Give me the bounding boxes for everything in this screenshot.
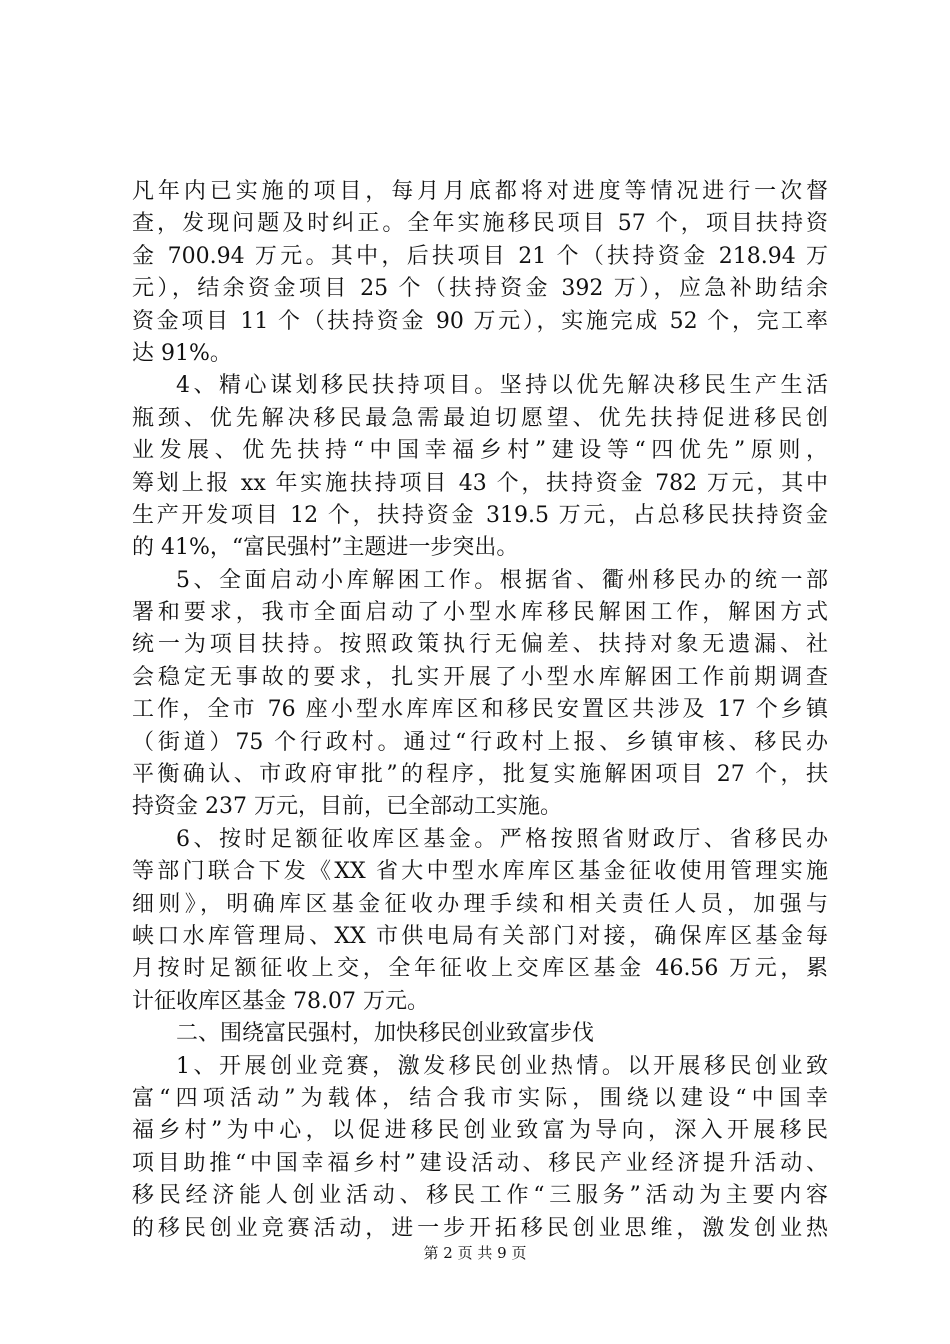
text-line: 元），结余资金项目 25 个（扶持资金 392 万），应急补助结余	[132, 276, 828, 302]
text-line: 瓶颈、优先解决移民最急需最迫切愿望、优先扶持促进移民创	[132, 405, 828, 431]
text-line: 工作，全市 76 座小型水库库区和移民安置区共涉及 17 个乡镇	[132, 697, 828, 723]
text-line: 资金项目 11 个（扶持资金 90 万元），实施完成 52 个，完工率	[132, 308, 828, 334]
text-line: 等部门联合下发《XX 省大中型水库库区基金征收使用管理实施	[132, 859, 828, 885]
paragraph-start-line: 5、全面启动小库解困工作。根据省、衢州移民办的统一部	[176, 567, 828, 593]
text-line: 统一为项目扶持。按照政策执行无偏差、扶持对象无遗漏、社	[132, 632, 828, 658]
text-line: 移民经济能人创业活动、移民工作“三服务”活动为主要内容	[132, 1183, 828, 1209]
text-line: 平衡确认、市政府审批”的程序，批复实施解困项目 27 个，扶	[132, 762, 828, 788]
text-line: 项目助推“中国幸福乡村”建设活动、移民产业经济提升活动、	[132, 1150, 828, 1176]
text-line: 生产开发项目 12 个，扶持资金 319.5 万元，占总移民扶持资金	[132, 502, 828, 528]
text-line: 的 41%，“富民强村”主题进一步突出。	[132, 535, 519, 561]
text-line: 计征收库区基金 78.07 万元。	[132, 988, 429, 1014]
text-line: 凡年内已实施的项目，每月月底都将对进度等情况进行一次督	[132, 179, 828, 204]
text-line: 署和要求，我市全面启动了小型水库移民解困工作，解困方式	[132, 600, 828, 626]
page-number-footer: 第 2 页 共 9 页	[423, 1244, 527, 1262]
text-line: 达 91%。	[132, 340, 232, 366]
section-heading: 二、围绕富民强村，加快移民创业致富步伐	[176, 1021, 595, 1047]
text-line: 业发展、优先扶持“中国幸福乡村”建设等“四优先”原则，	[132, 438, 828, 464]
text-line: （街道）75 个行政村。通过“行政村上报、乡镇审核、移民办	[132, 729, 828, 755]
text-line: 持资金 237 万元，目前，已全部动工实施。	[132, 794, 562, 820]
body-text	[132, 176, 828, 1245]
text-line: 金 700.94 万元。其中，后扶项目 21 个（扶持资金 218.94 万	[132, 243, 828, 269]
text-line: 富“四项活动”为载体，结合我市实际，围绕以建设“中国幸	[132, 1085, 828, 1111]
text-line: 的移民创业竞赛活动，进一步开拓移民创业思维，激发创业热	[132, 1215, 828, 1241]
text-line: 细则》，明确库区基金征收办理手续和相关责任人员，加强与	[132, 891, 828, 917]
text-line: 峡口水库管理局、XX 市供电局有关部门对接，确保库区基金每	[132, 923, 828, 949]
text-line: 会稳定无事故的要求，扎实开展了小型水库解困工作前期调查	[132, 664, 828, 690]
paragraph-start-line: 1、开展创业竞赛，激发移民创业热情。以开展移民创业致	[176, 1053, 828, 1079]
text-line: 查，发现问题及时纠正。全年实施移民项目 57 个，项目扶持资	[132, 211, 828, 237]
text-line: 筹划上报 xx 年实施扶持项目 43 个，扶持资金 782 万元，其中	[132, 470, 828, 496]
text-line: 月按时足额征收上交，全年征收上交库区基金 46.56 万元，累	[132, 956, 828, 982]
paragraph-start-line: 4、精心谋划移民扶持项目。坚持以优先解决移民生产生活	[176, 373, 828, 399]
paragraph-start-line: 6、按时足额征收库区基金。严格按照省财政厅、省移民办	[176, 826, 828, 852]
text-line: 福乡村”为中心，以促进移民创业致富为导向，深入开展移民	[132, 1118, 828, 1144]
